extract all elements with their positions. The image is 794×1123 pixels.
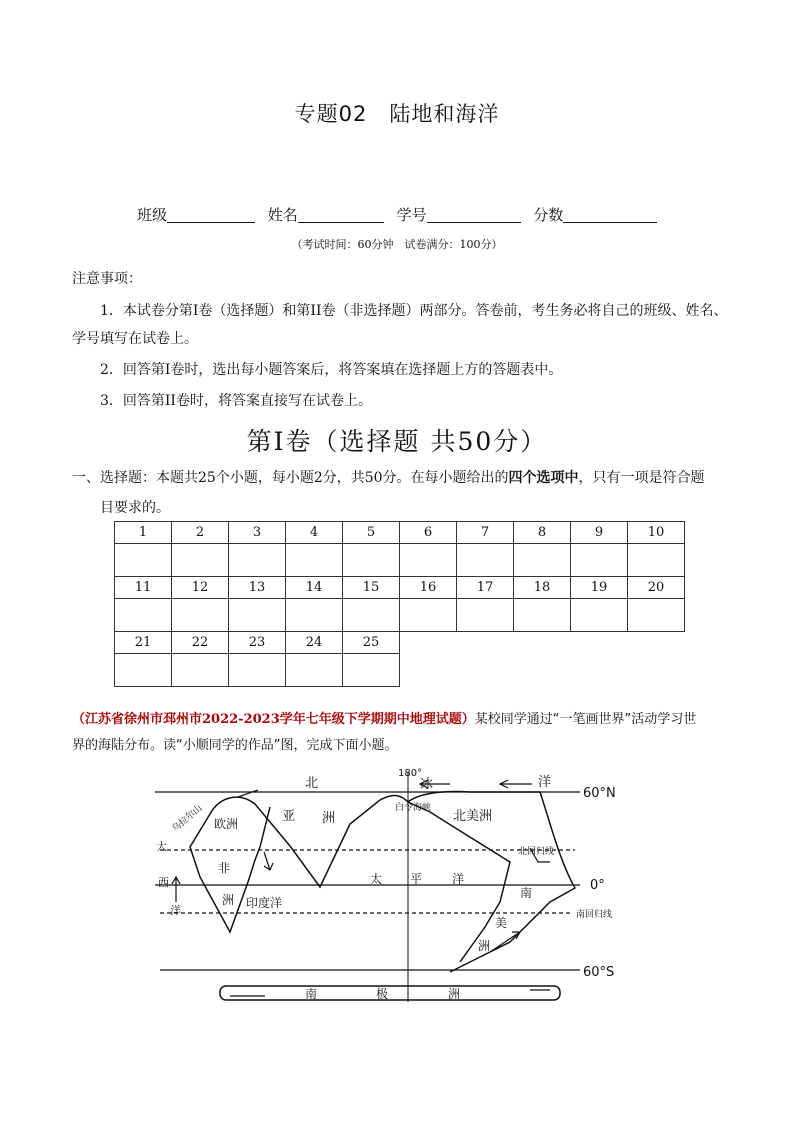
- notice-item-3: 3．回答第II卷时，将答案直接写在试卷上。: [100, 393, 372, 409]
- score-blank[interactable]: [563, 207, 657, 223]
- answer-cell[interactable]: [229, 599, 286, 632]
- antarctica-char-3: 洲: [448, 987, 461, 1001]
- antarctica-char-1: 南: [305, 987, 318, 1001]
- answer-cell[interactable]: [628, 544, 685, 577]
- meridian-label: 180°: [398, 768, 423, 779]
- europe-label: 欧洲: [214, 817, 239, 831]
- answer-cell[interactable]: [115, 599, 172, 632]
- table-gap: [400, 654, 685, 687]
- bering-strait-label: 白令海峡: [395, 803, 432, 813]
- answer-cell[interactable]: [400, 599, 457, 632]
- answer-cell[interactable]: [115, 544, 172, 577]
- question-intro: [72, 707, 722, 759]
- answer-cell[interactable]: [514, 544, 571, 577]
- answer-cell[interactable]: [343, 599, 400, 632]
- drawing-arrows: [172, 780, 550, 996]
- answer-number: 17: [457, 577, 514, 599]
- answer-number-row: [115, 577, 685, 599]
- answer-cell[interactable]: [343, 544, 400, 577]
- arrow-asia: [264, 852, 273, 870]
- answer-number: 21: [115, 632, 172, 654]
- answer-cell[interactable]: [115, 654, 172, 687]
- answer-cell[interactable]: [286, 654, 343, 687]
- answer-cell[interactable]: [457, 544, 514, 577]
- answer-number: 18: [514, 577, 571, 599]
- name-label: 姓名: [267, 206, 298, 224]
- tropic-n-label: 北回归线: [518, 847, 555, 857]
- answer-cell[interactable]: [457, 599, 514, 632]
- answer-cell[interactable]: [571, 599, 628, 632]
- instr-line-2: 目要求的。: [100, 500, 170, 516]
- answer-number-row: [115, 632, 685, 654]
- instr-text-b: ，只有一项是符合题: [578, 470, 705, 486]
- notice-item-1-line-1: 1．本试卷分第I卷（选择题）和第II卷（非选择题）两部分。答卷前，考生务必将自己的班级、姓名、: [100, 303, 728, 319]
- answer-cell[interactable]: [286, 599, 343, 632]
- answer-cell[interactable]: [286, 544, 343, 577]
- arrow-north-3: [500, 780, 532, 788]
- answer-number: 13: [229, 577, 286, 599]
- name-blank[interactable]: [298, 207, 384, 223]
- arrow-north-1: [238, 790, 258, 797]
- africa-char-2: 洲: [222, 893, 235, 907]
- answer-number: 15: [343, 577, 400, 599]
- page-title: [0, 98, 794, 128]
- title-sub: 陆地和海洋: [389, 102, 500, 126]
- answer-number: 19: [571, 577, 628, 599]
- notice-heading: 注意事项：: [72, 271, 142, 287]
- asia-char-2: 洲: [322, 811, 336, 826]
- atlantic-char-1: 大: [156, 840, 167, 853]
- answer-number: 23: [229, 632, 286, 654]
- class-label: 班级: [137, 206, 168, 224]
- answer-number: 1: [115, 522, 172, 544]
- pacific-char-1: 太: [370, 872, 383, 886]
- answer-number: 2: [172, 522, 229, 544]
- answer-number: 6: [400, 522, 457, 544]
- answer-cell[interactable]: [172, 654, 229, 687]
- latitude-lines: [155, 772, 580, 1002]
- answer-blank-row: [115, 544, 685, 577]
- south-america-char-1: 南: [520, 886, 533, 900]
- answer-number: 16: [400, 577, 457, 599]
- answer-cell[interactable]: [514, 599, 571, 632]
- answer-blank-row: [115, 654, 685, 687]
- answer-cell[interactable]: [343, 654, 400, 687]
- south-america-char-3: 洲: [478, 939, 491, 953]
- answer-number: 10: [628, 522, 685, 544]
- answer-number: 7: [457, 522, 514, 544]
- answer-cell[interactable]: [229, 544, 286, 577]
- pacific-char-3: 洋: [452, 872, 465, 886]
- question-text-1: 某校同学通过“一笔画世界”活动学习世: [474, 712, 697, 727]
- arctic-char-1: 北: [305, 776, 319, 791]
- arrow-atlantic: [172, 877, 180, 902]
- answer-number: 8: [514, 522, 571, 544]
- instr-prefix: 一、选择题：: [72, 470, 156, 486]
- answer-number: 5: [343, 522, 400, 544]
- arrow-sa: [490, 932, 520, 952]
- answer-table: [114, 521, 685, 687]
- answer-number: 20: [628, 577, 685, 599]
- one-stroke-outline-1: [210, 791, 575, 972]
- answer-number: 4: [286, 522, 343, 544]
- south-america-char-2: 美: [495, 916, 508, 930]
- asia-char-1: 亚: [282, 809, 296, 824]
- answer-cell[interactable]: [571, 544, 628, 577]
- answer-cell[interactable]: [172, 599, 229, 632]
- answer-number: 22: [172, 632, 229, 654]
- answer-cell[interactable]: [400, 544, 457, 577]
- pacific-char-2: 平: [410, 872, 423, 886]
- answer-number: 24: [286, 632, 343, 654]
- arctic-char-2: 冰: [420, 777, 434, 792]
- instr-text-a: 本题共25个小题，每小题2分，共50分。在每小题给出的: [156, 470, 509, 486]
- answer-number-row: [115, 522, 685, 544]
- section-title: 第I卷（选择题 共50分）: [246, 427, 548, 456]
- notice-item-1-line-2: 学号填写在试卷上。: [72, 331, 198, 347]
- one-stroke-outline-3: [260, 807, 270, 847]
- class-blank[interactable]: [167, 207, 255, 223]
- student-info-line: [137, 204, 665, 225]
- antarctica-char-2: 极: [376, 987, 389, 1001]
- exam-note: （考试时间：60分钟 试卷满分：100分）: [291, 238, 503, 251]
- indian-ocean-label: 印度洋: [246, 896, 283, 910]
- atlantic-char-3: 洋: [170, 904, 181, 917]
- notice-item-2: 2．回答第I卷时，选出每小题答案后，将答案填在选择题上方的答题表中。: [100, 362, 563, 378]
- answer-blank-row: [115, 599, 685, 632]
- world-sketch-map: [140, 762, 640, 1012]
- north-america-label: 北美洲: [453, 809, 493, 824]
- antarctica-outline: [220, 986, 560, 1000]
- lat-60s-label: 60°S: [583, 965, 615, 980]
- id-label: 学号: [396, 206, 427, 224]
- answer-number: 12: [172, 577, 229, 599]
- answer-number: 3: [229, 522, 286, 544]
- answer-cell[interactable]: [172, 544, 229, 577]
- lat-60n-label: 60°N: [583, 786, 616, 801]
- equator-label: 0°: [590, 878, 605, 893]
- title-main: 专题02: [294, 102, 368, 126]
- answer-number: 9: [571, 522, 628, 544]
- arctic-char-3: 洋: [538, 775, 552, 790]
- question-text-2: 界的海陆分布。读“小顺同学的作品”图，完成下面小题。: [72, 738, 398, 753]
- answer-cell[interactable]: [229, 654, 286, 687]
- africa-char-1: 非: [218, 861, 231, 875]
- tropic-s-label: 南回归线: [576, 910, 613, 920]
- answer-cell[interactable]: [628, 599, 685, 632]
- id-blank[interactable]: [427, 207, 521, 223]
- instr-bold: 四个选项中: [508, 470, 579, 486]
- table-gap: [400, 632, 685, 654]
- answer-number: 14: [286, 577, 343, 599]
- question-source: （江苏省徐州市邳州市2022-2023学年七年级下学期期中地理试题）: [72, 712, 475, 727]
- ural-label: 乌拉尔山: [170, 803, 205, 835]
- score-label: 分数: [533, 206, 564, 224]
- answer-number: 11: [115, 577, 172, 599]
- instructions: [72, 463, 722, 523]
- answer-number: 25: [343, 632, 400, 654]
- atlantic-char-2: 西: [158, 876, 169, 889]
